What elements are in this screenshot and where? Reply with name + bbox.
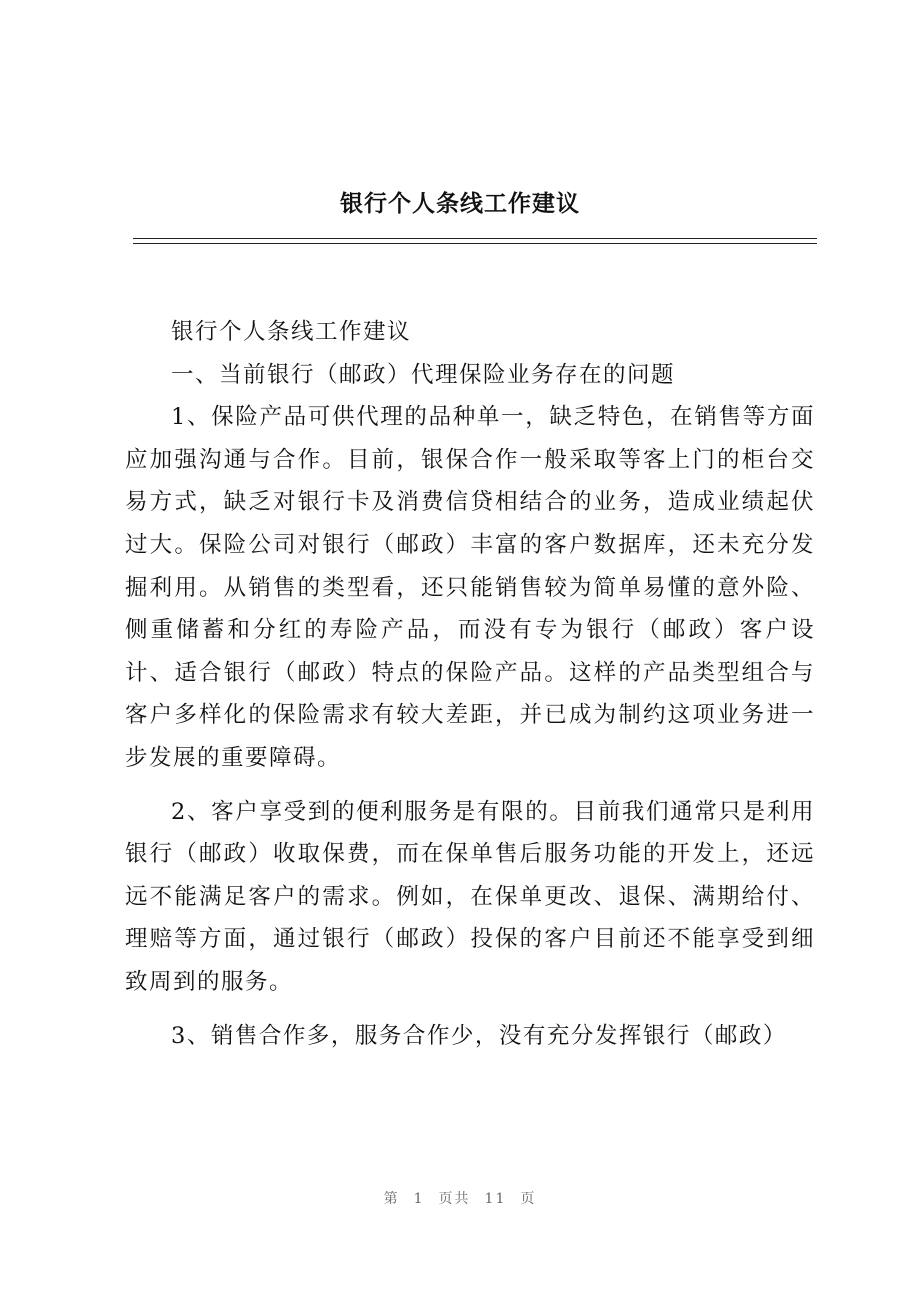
footer-end: 页 <box>520 1191 537 1207</box>
footer-total-pages: 11 <box>484 1191 507 1207</box>
footer-mid: 页共 <box>438 1191 471 1207</box>
paragraph-heading: 银行个人条线工作建议 <box>171 319 412 345</box>
paragraph-point-three: 3、销售合作多，服务合作少，没有充分发挥银行（邮政） <box>171 1022 787 1049</box>
document-title: 银行个人条线工作建议 <box>340 190 580 217</box>
page-footer <box>0 1188 920 1208</box>
paragraph-point-one: 1、保险产品可供代理的品种单一，缺乏特色，在销售等方面应加强沟通与合作。目前，银保合作一般采取等客上门的柜台交易方式，缺乏对银行卡及消费信贷相结合的业务，造成业绩起伏过大。保险公司对银行（邮政）丰富的客户数据库，还未充分发掘利用。从销售的类型看，还只能销售较为简单易懂的意外险、侧重储蓄和分红的寿险产品，而没有专为银行（邮政）客户设计、适合银行（邮政）特点的保险产品。这样的产品类型组合与客户多样化的保险需求有较大差距，并已成为制约这项业务进一步发展的重要障碍。 <box>125 404 815 771</box>
footer-current-page: 1 <box>413 1191 425 1207</box>
title-double-rule <box>133 238 817 244</box>
footer-label: 第 <box>383 1191 400 1207</box>
paragraph-point-two: 2、客户享受到的便利服务是有限的。目前我们通常只是利用银行（邮政）收取保费，而在保单售后服务功能的开发上，还远远不能满足客户的需求。例如，在保单更改、退保、满期给付、理赔等方面，通过银行（邮政）投保的客户目前还不能享受到细致周到的服务。 <box>125 798 815 995</box>
document-body <box>125 311 815 1057</box>
paragraph-section-one: 一、当前银行（邮政）代理保险业务存在的问题 <box>171 361 676 388</box>
